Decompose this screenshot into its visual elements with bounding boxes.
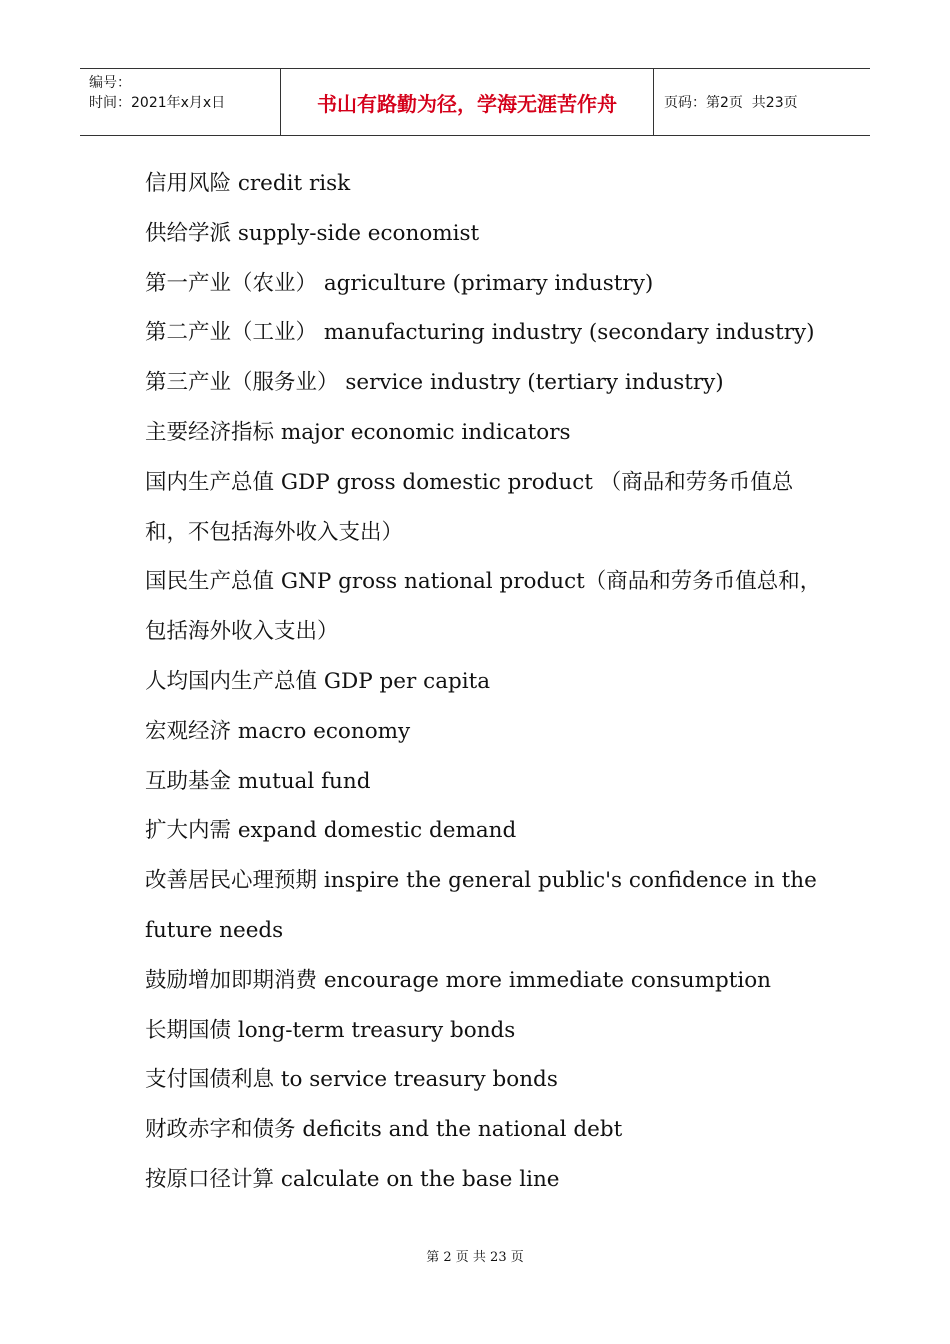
- glossary-line: future needs: [145, 917, 284, 943]
- glossary-line: 主要经济指标 major economic indicators: [145, 419, 571, 445]
- header-meta: [80, 69, 281, 135]
- glossary-line: 互助基金 mutual fund: [145, 768, 371, 794]
- time-label: 时间：2021年x月x日: [89, 95, 226, 111]
- glossary-line: 按原口径计算 calculate on the base line: [145, 1166, 560, 1192]
- page-info-text: 页码：第2页 共23页: [664, 95, 798, 111]
- glossary-line: 信用风险 credit risk: [145, 171, 351, 196]
- glossary-line: 国民生产总值 GNP gross national product（商品和劳务币值总和，: [145, 569, 822, 595]
- page-footer: 第 2 页 共 23 页: [426, 1250, 524, 1265]
- glossary-content: [145, 159, 822, 1205]
- glossary-line: 包括海外收入支出）: [145, 619, 339, 645]
- glossary-line: 改善居民心理预期 inspire the general public's confidence in the: [145, 868, 817, 894]
- glossary-line: 第三产业（服务业） service industry (tertiary industry): [145, 370, 724, 396]
- glossary-line: 国内生产总值 GDP gross domestic product （商品和劳务币值总: [145, 469, 794, 495]
- number-label: 编号：: [89, 75, 131, 91]
- glossary-line: 财政赤字和债务 deficits and the national debt: [145, 1117, 623, 1143]
- glossary-line: 第一产业（农业） agriculture (primary industry): [145, 270, 654, 296]
- glossary-line: 支付国债利息 to service treasury bonds: [145, 1067, 558, 1093]
- glossary-line: 和，不包括海外收入支出）: [145, 519, 404, 545]
- page-header: [80, 68, 870, 136]
- glossary-line: 长期国债 long-term treasury bonds: [145, 1017, 516, 1043]
- glossary-line: 宏观经济 macro economy: [145, 718, 411, 744]
- header-page-info: [654, 69, 870, 135]
- glossary-line: 供给学派 supply-side economist: [145, 220, 480, 246]
- glossary-line: 第二产业（工业） manufacturing industry (secondary industry): [145, 320, 815, 346]
- glossary-line: 人均国内生产总值 GDP per capita: [145, 668, 491, 694]
- glossary-line: 鼓励增加即期消费 encourage more immediate consumption: [145, 967, 772, 993]
- header-motto: 书山有路勤为径，学海无涯苦作舟: [281, 69, 654, 135]
- glossary-line: 扩大内需 expand domestic demand: [145, 818, 517, 844]
